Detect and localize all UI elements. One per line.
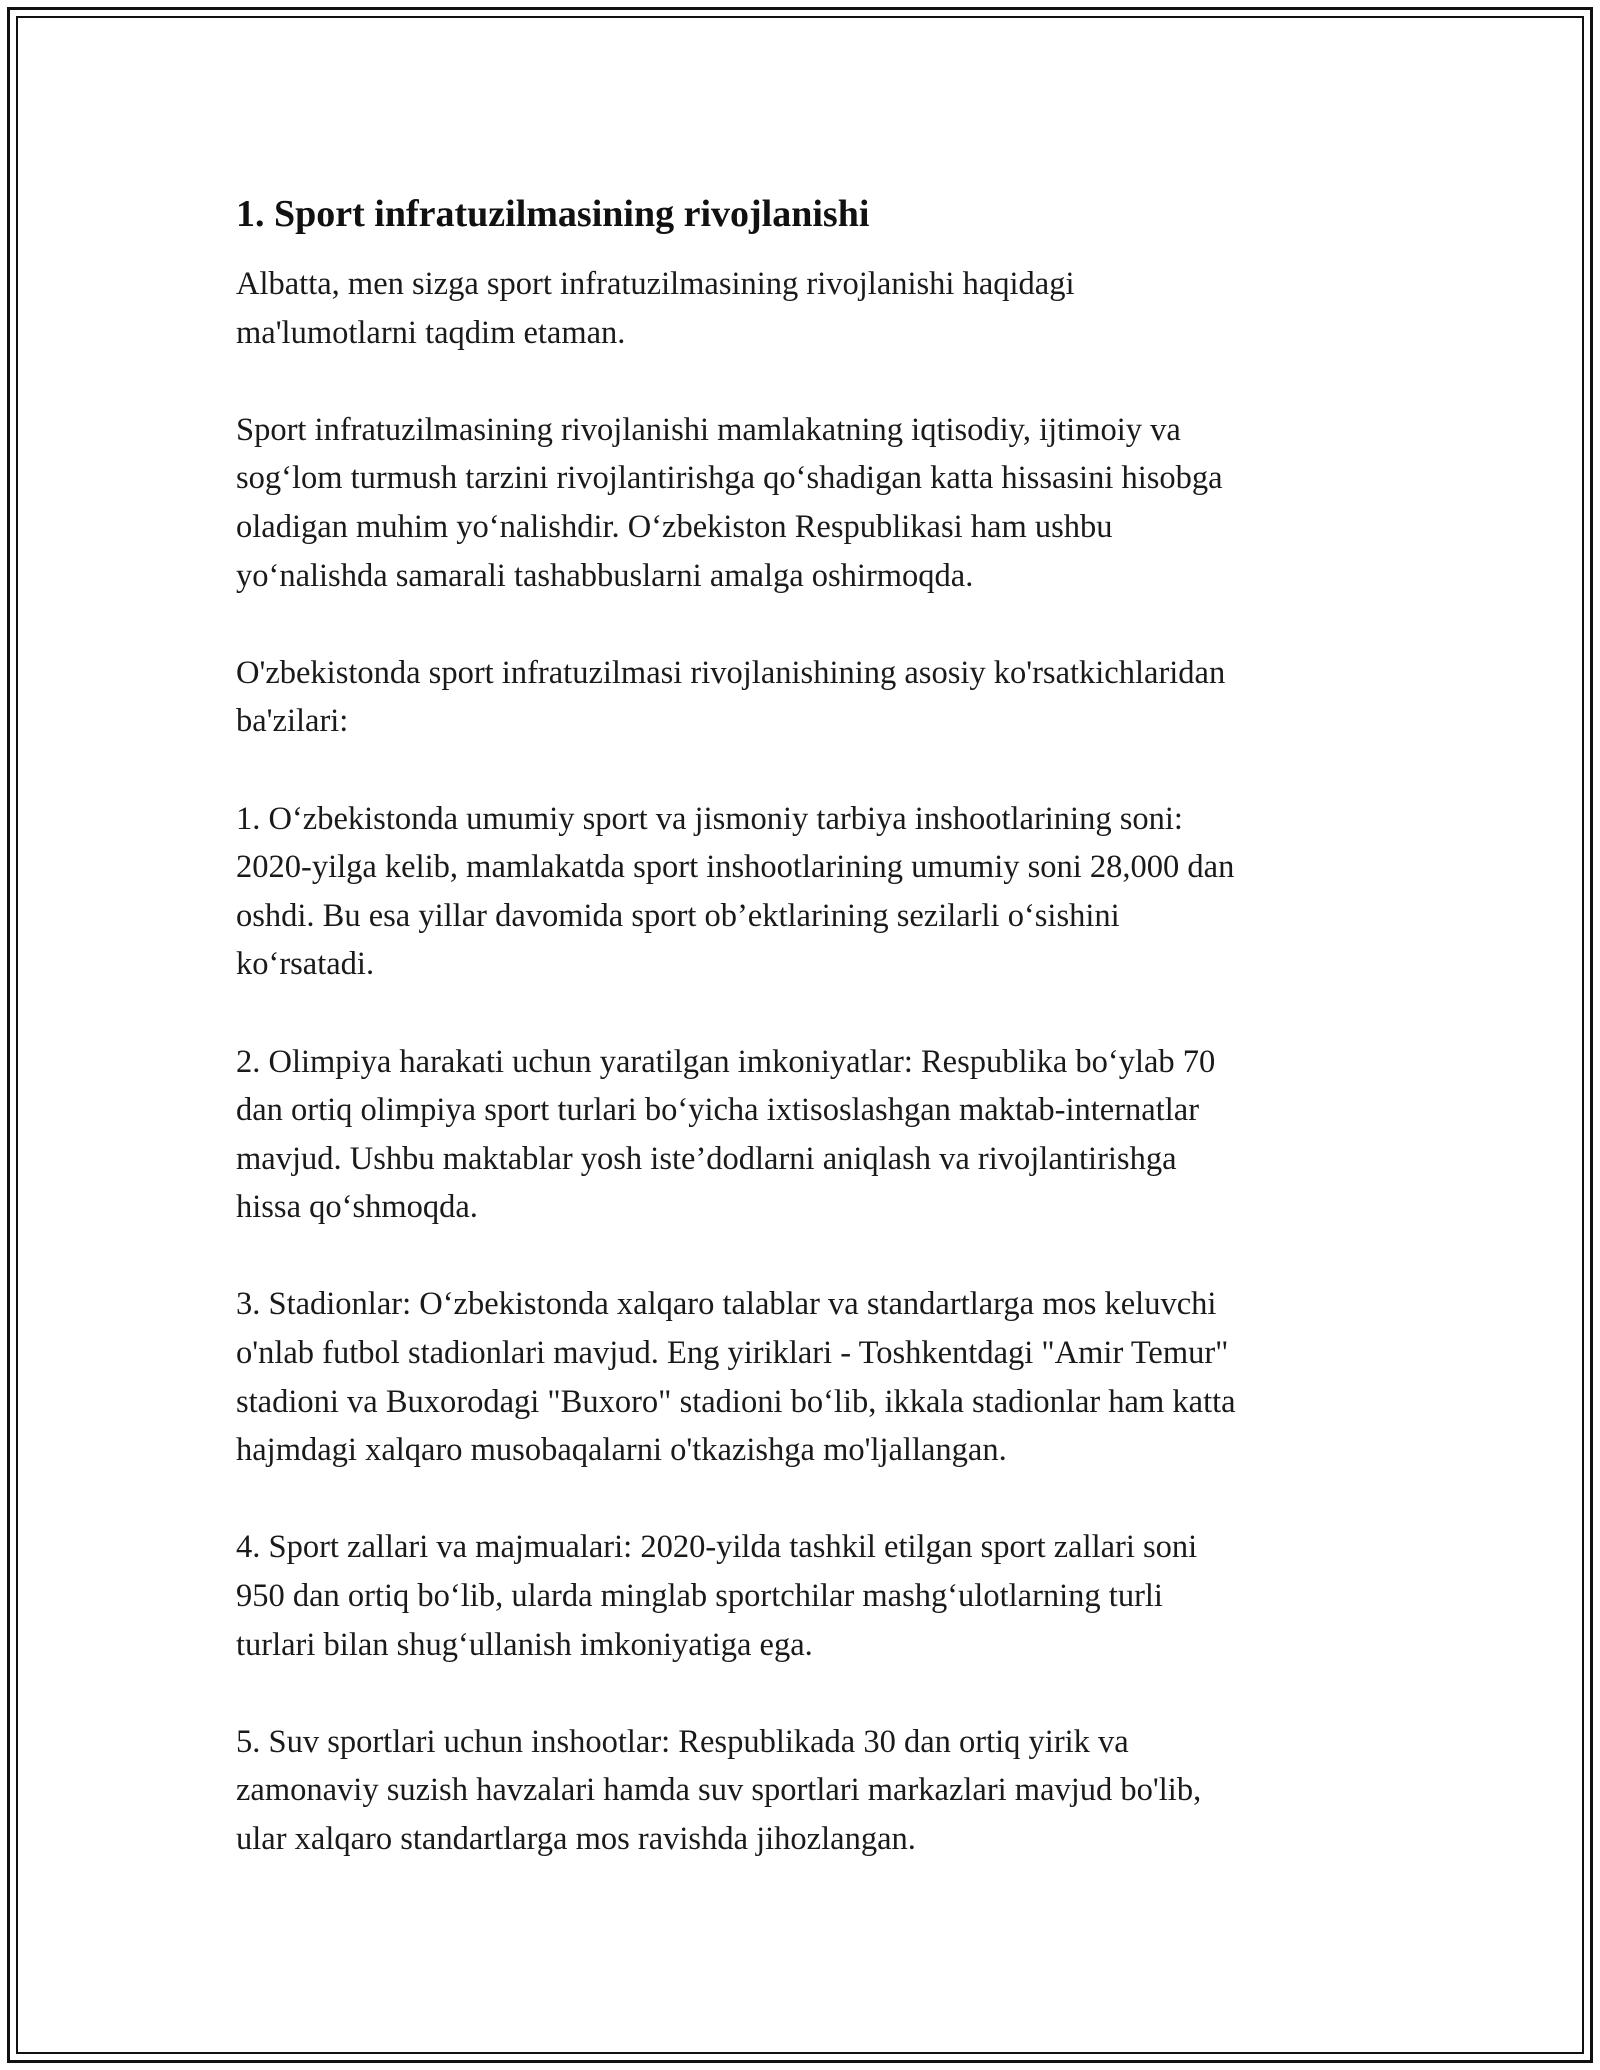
paragraph-overview: Sport infratuzilmasining rivojlanishi mamlakatning iqtisodiy, ijtimoiy va sog‘lom turmush tarzini rivojlantirishga qo‘shadigan katta hissasini hisobga oladigan muhim yo‘nalishdir. O‘zbekiston Respublikasi ham ushbu yo‘nalishda samarali tashabbuslarni amalga oshirmoqda. — [236, 411, 1223, 594]
paragraph-item-1: 1. O‘zbekistonda umumiy sport va jismoniy tarbiya inshootlarining soni: 2020-yilga kelib, mamlakatda sport inshootlarining umumiy soni 28,000 dan oshdi. Bu esa yillar davomida sport ob’ektlarining sezilarli o‘sishini ko‘rsatadi. — [236, 800, 1235, 983]
paragraph-item-5: 5. Suv sportlari uchun inshootlar: Respublikada 30 dan ortiq yirik va zamonaviy suzish havzalari hamda suv sportlari markazlari mavjud bo'lib, ular xalqaro standartlarga mos ravishda jihozlangan. — [236, 1723, 1202, 1857]
paragraph-intro: Albatta, men sizga sport infratuzilmasining rivojlanishi haqidagi ma'lumotlarni taqdim etaman. — [236, 266, 1075, 351]
paragraph-item-2: 2. Olimpiya harakati uchun yaratilgan imkoniyatlar: Respublika bo‘ylab 70 dan ortiq olimpiya sport turlari bo‘yicha ixtisoslashgan maktab-internatlar mavjud. Ushbu maktablar yosh iste’dodlarni aniqlash va rivojlantirishga hissa qo‘shmoqda. — [236, 1043, 1216, 1226]
paragraph-indicators-intro: O'zbekistonda sport infratuzilmasi rivojlanishining asosiy ko'rsatkichlaridan ba'zilari: — [236, 654, 1226, 740]
paragraph-item-4: 4. Sport zallari va majmualari: 2020-yilda tashkil etilgan sport zallari soni 950 dan ortiq bo‘lib, ularda minglab sportchilar mashg‘ulotlarning turli turlari bilan shug‘ullanish imkoniyatiga ega. — [236, 1529, 1198, 1663]
paragraph-item-3: 3. Stadionlar: O‘zbekistonda xalqaro talablar va standartlarga mos keluvchi o'nlab futbol stadionlari mavjud. Eng yiriklari - Toshkentdagi "Amir Temur" stadioni va Buxorodagi "Buxoro" stadioni bo‘lib, ikkala stadionlar ham katta hajmdagi xalqaro musobaqalarni o'tkazishga mo'ljallangan. — [236, 1286, 1236, 1469]
document-title: 1. Sport infratuzilmasining rivojlanishi — [236, 193, 870, 235]
document-body — [236, 190, 1376, 1864]
